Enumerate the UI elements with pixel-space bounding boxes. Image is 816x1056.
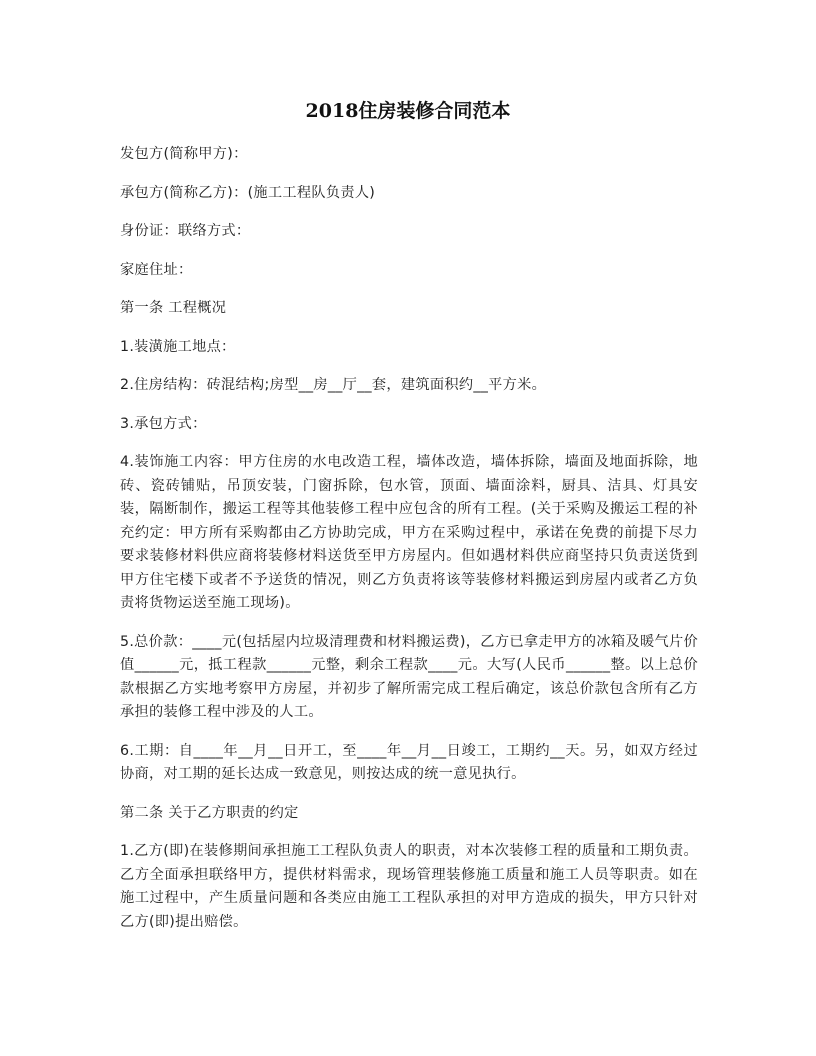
party-a-line: 发包方(简称甲方)： xyxy=(120,146,248,162)
clause-1-5: 5.总价款：____元(包括屋内垃圾清理费和材料搬运费)，乙方已拿走甲方的冰箱及暖气片价值______元，抵工程款______元整，剩余工程款____元。大写(人民币______整。以上总价款根据乙方实地考察甲方房屋，并初步了解所需完成工程后确定，该总价款包含所有乙方承担的装修工程中涉及的人工。 xyxy=(120,633,698,720)
document-title: 2018住房装修合同范本 xyxy=(305,100,511,122)
clause-1-3: 3.承包方式： xyxy=(120,415,207,432)
article-2-heading: 第二条 关于乙方职责的约定 xyxy=(120,804,299,821)
clause-1-4: 4.装饰施工内容：甲方住房的水电改造工程，墙体改造，墙体拆除，墙面及地面拆除，地砖、瓷砖铺贴，吊顶安装，门窗拆除，包水管，顶面、墙面涂料，厨具、洁具、灯具安装，隔断制作，搬运工程等其他装修工程中应包含的所有工程。(关于采购及搬运工程的补充约定：甲方所有采购都由乙方协助完成，甲方在采购过程中，承诺在免费的前提下尽力要求装修材料供应商将装修材料送货至甲方房屋内。但如遇材料供应商坚持只负责送货到甲方住宅楼下或者不予送货的情况，则乙方负责将该等装修材料搬运到房屋内或者乙方负责将货物运送至施工现场)。 xyxy=(120,454,698,611)
article-1-heading: 第一条 工程概况 xyxy=(120,300,227,316)
home-address-line: 家庭住址： xyxy=(120,261,193,278)
clause-2-1: 1.乙方(即)在装修期间承担施工工程队负责人的职责，对本次装修工程的质量和工期负责。乙方全面承担联络甲方，提供材料需求，现场管理装修施工质量和施工人员等职责。如在施工过程中，产生质量问题和各类应由施工工程队承担的对甲方造成的损失，甲方只针对乙方(即)提出赔偿。 xyxy=(120,843,698,930)
party-b-line: 承包方(简称乙方)：(施工工程队负责人) xyxy=(120,184,376,201)
id-contact-line: 身份证：联络方式： xyxy=(120,223,251,239)
clause-1-2: 2.住房结构：砖混结构;房型__房__厅__套，建筑面积约__平方米。 xyxy=(120,377,547,393)
clause-1-6: 6.工期：自____年__月__日开工，至____年__月__日竣工，工期约__天。另，如双方经过协商，对工期的延长达成一致意见，则按达成的统一意见执行。 xyxy=(120,742,698,782)
document-body xyxy=(120,143,698,949)
clause-1-1: 1.装潢施工地点： xyxy=(120,338,236,355)
